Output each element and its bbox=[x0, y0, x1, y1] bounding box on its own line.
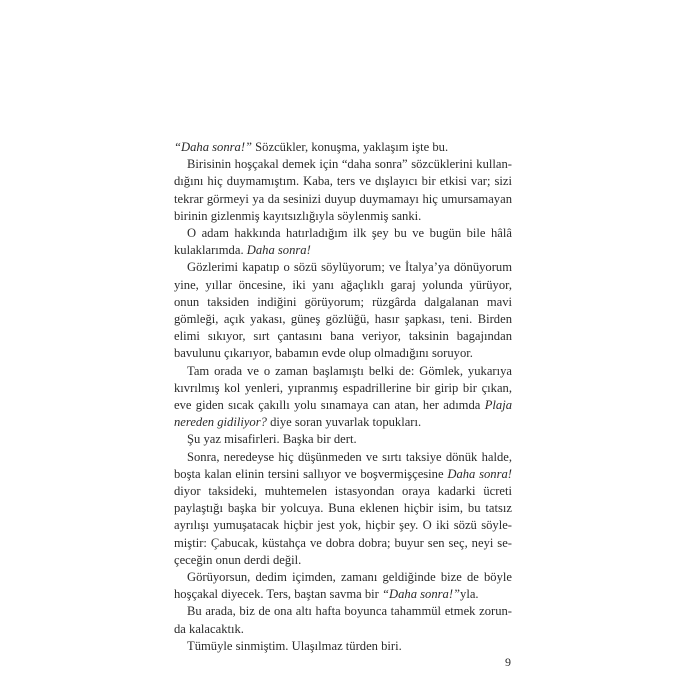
paragraph-text: diye soran yuvarlak topukları. bbox=[266, 415, 422, 430]
paragraph-text: Gözlerimi kapatıp o sözü söylüyorum; ve İtalya’ya dönüyorum yine, yıllar öncesine, iki yanı ağaçlıklı garaj yolunda yürüyor, onun taksiden indiğini görüyorum; rüzgârda dalgalanan mavi gömleği, açık yakası, güneş gözlüğü, hasır şapkası, teni. Birden elimi sıkıyor, sırt çantasını bana veriyor, taksinin bagajından bavulunu çıkarıyor, babamın evde olup olmadığını soruyor. bbox=[174, 260, 512, 361]
paragraph bbox=[174, 363, 512, 432]
paragraph-text: O adam hakkında hatırladığım ilk şey bu ve bugün bile hâlâ kulaklarımda. bbox=[174, 226, 512, 258]
italic-text: Daha sonra! bbox=[447, 466, 512, 481]
paragraph bbox=[174, 259, 512, 362]
paragraph-text: Şu yaz misafirleri. Başka bir dert. bbox=[187, 432, 357, 447]
paragraph-text: diyor taksideki, muhtemelen istasyondan oraya kadarki ücreti paylaştığı başka bir yolcuya. Buna eklenen hiçbir isim, bu tatsız ayrılışı yumuşatacak hiçbir jest yok, hiçbir şey. O iki sözü söylemiştir: Çabucak, küstahça ve dobra dobra; buyur sen seç, neyi seçeceğin onun derdi değil. bbox=[174, 484, 512, 567]
paragraph bbox=[174, 156, 512, 225]
paragraph bbox=[174, 431, 512, 448]
paragraph-text: Birisinin hoşçakal demek için “daha sonra” sözcüklerini kullandığını hiç duymamıştım. Kaba, ters ve dışlayıcı bir etkisi var; sizi tekrar görmeyi ya da sesinizi duyup duymamayı hiç umursamayan birinin gizlenmiş kayıtsızlığıyla söylenmiş sanki. bbox=[174, 157, 512, 223]
body-text bbox=[174, 139, 512, 655]
paragraph-text: Sözcükler, konuşma, yaklaşım işte bu. bbox=[252, 140, 449, 154]
paragraph-text: Bu arada, biz de ona altı hafta boyunca tahammül etmek zorunda kalacaktık. bbox=[174, 604, 512, 636]
paragraph-text: Tümüyle sinmiştim. Ulaşılmaz türden biri. bbox=[187, 638, 402, 653]
page-number: 9 bbox=[505, 655, 511, 669]
paragraph bbox=[174, 449, 512, 569]
paragraph-text: Görüyorsun, dedim içimden, zamanı geldiğinde bize de böyle hoşçakal diyecek. Ters, baştan savma bir bbox=[174, 570, 512, 602]
paragraph-text: Sonra, neredeyse hiç düşünmeden ve sırtı taksiye dönük halde, boşta kalan elinin tersini sallıyor ve boşvermişçesine bbox=[174, 449, 512, 481]
italic-text: Plaja nereden gidiliyor? bbox=[174, 398, 512, 430]
paragraph bbox=[174, 569, 512, 603]
italic-text: “Daha sonra!” bbox=[174, 140, 253, 154]
paragraph-text: Tam orada ve o zaman başlamıştı belki de: Gömlek, yukarıya kıvrılmış kol yenleri, yıpranmış espadrillerine bir girip bir çıkan, eve giden sıcak çakıllı yolu sınamaya can atan, her adımda bbox=[174, 363, 512, 413]
paragraph bbox=[174, 603, 512, 637]
paragraph bbox=[174, 225, 512, 259]
italic-text: Daha sonra! bbox=[246, 243, 311, 258]
paragraph bbox=[174, 139, 512, 156]
italic-text: “Daha sonra!” bbox=[382, 587, 461, 602]
paragraph-text: yla. bbox=[460, 587, 479, 602]
paragraph bbox=[174, 638, 512, 655]
